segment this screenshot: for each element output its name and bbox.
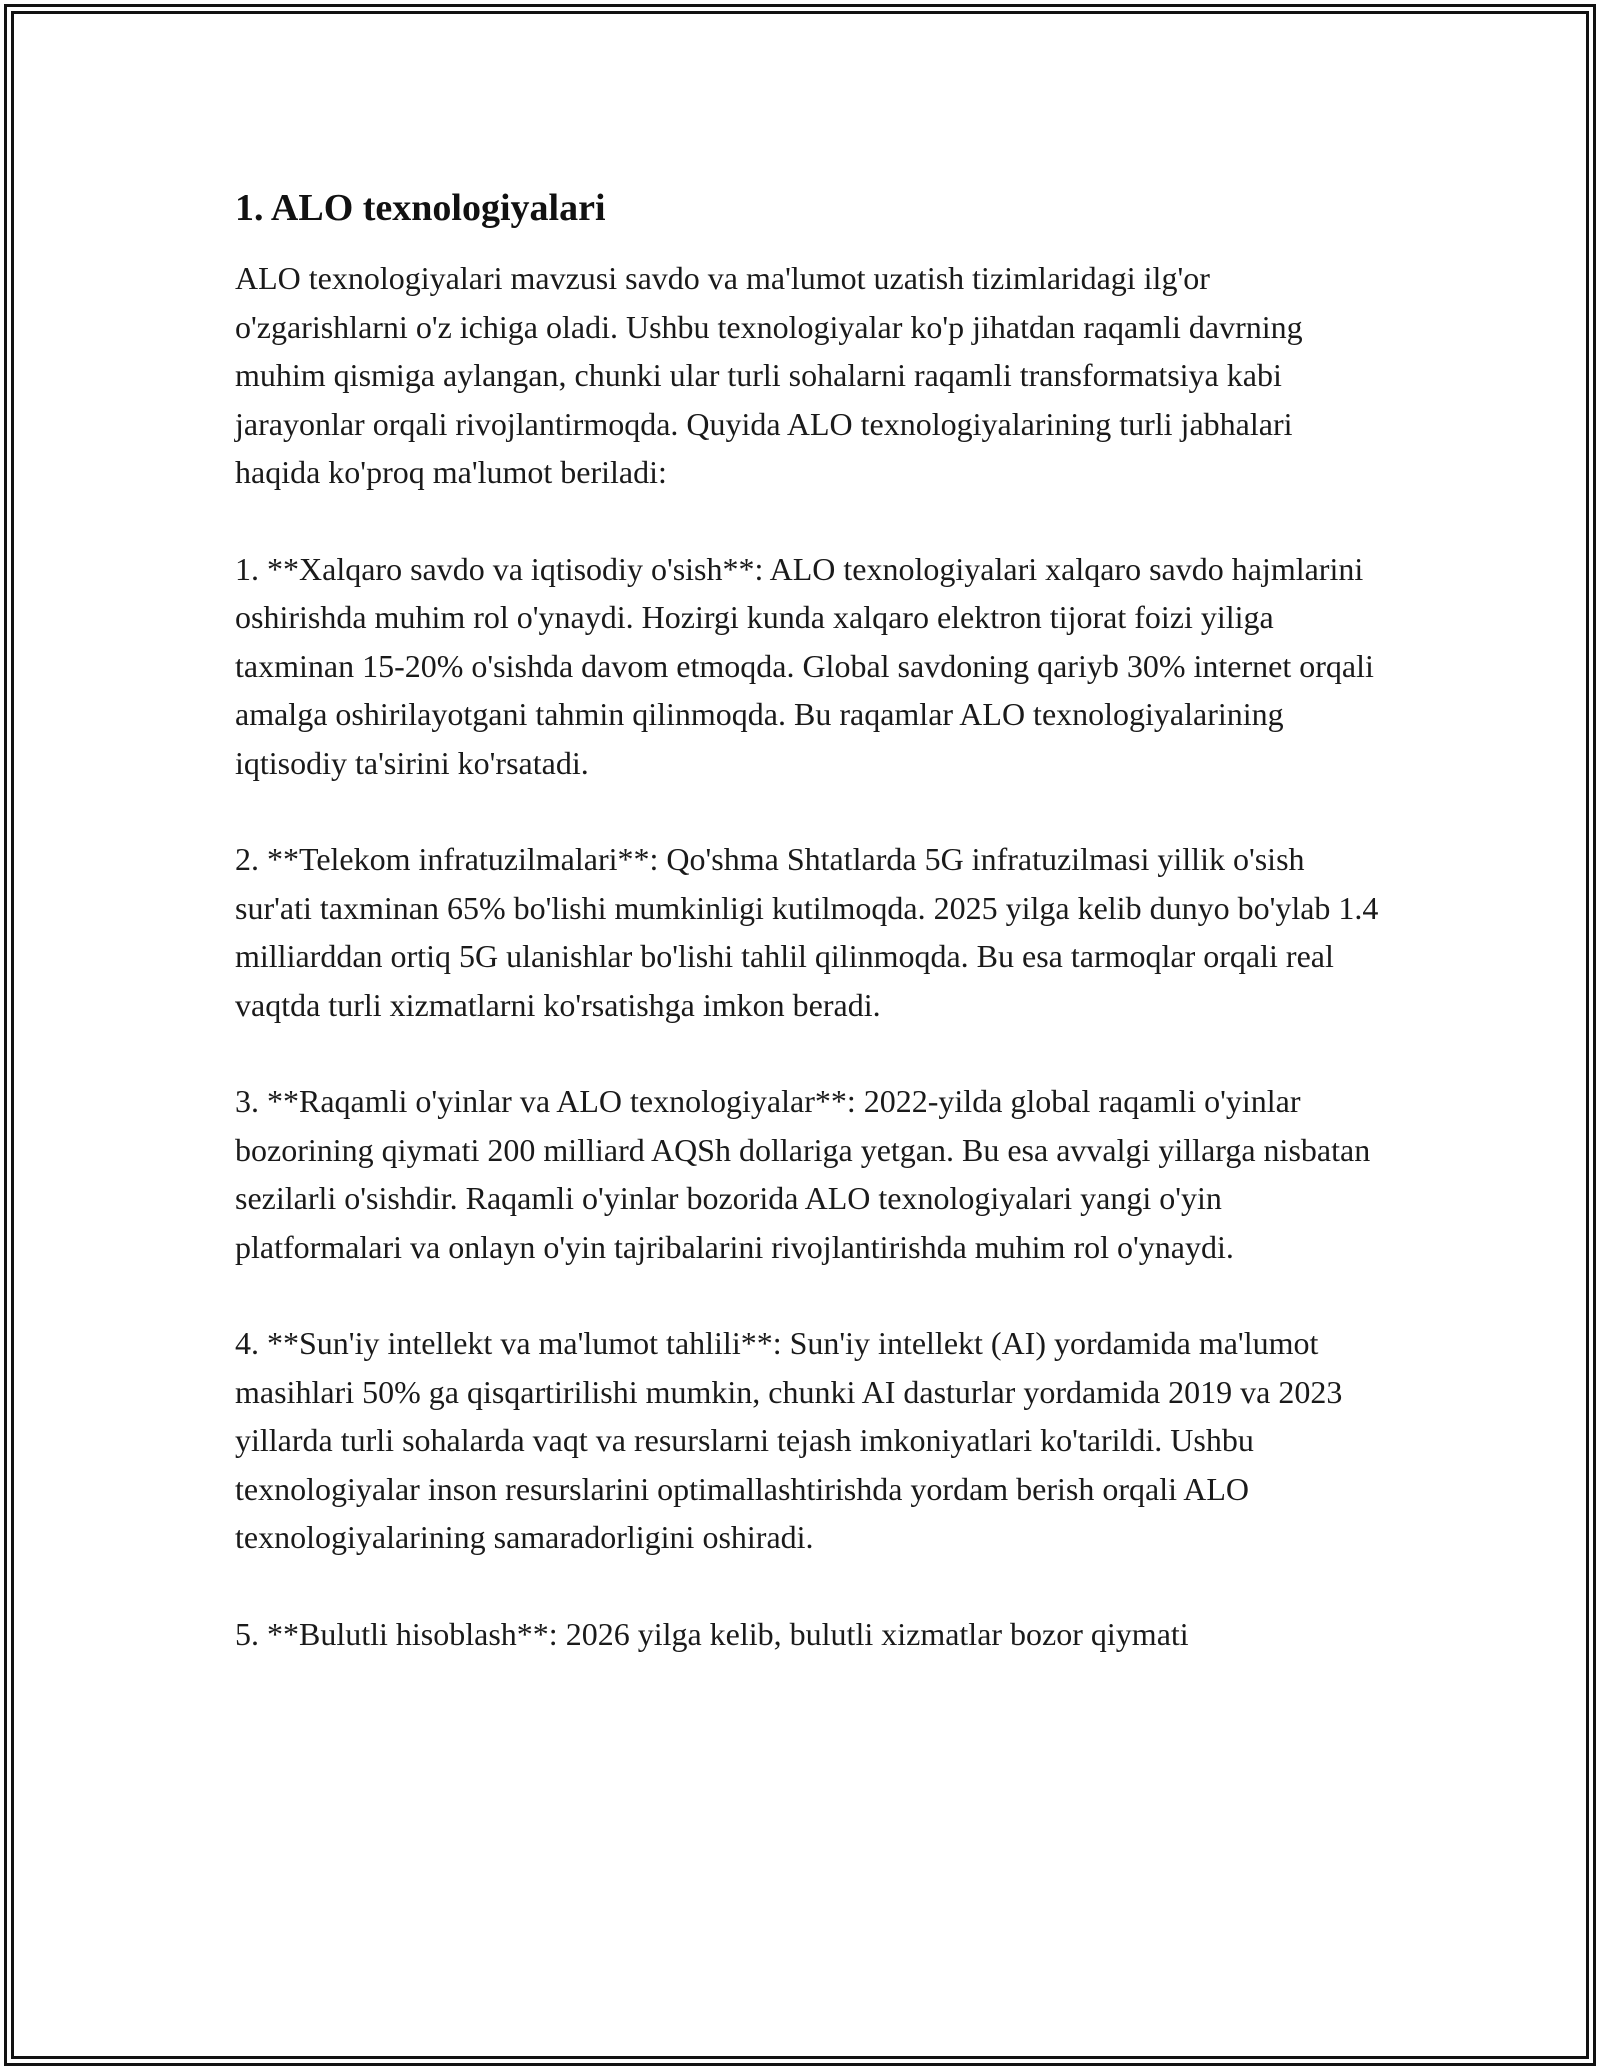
list-item-gaming: 3. **Raqamli o'yinlar va ALO texnologiyalar**: 2022-yilda global raqamli o'yinlar bozorining qiymati 200 milliard AQSh dollariga yetgan. Bu esa avvalgi yillarga nisbatan sezilarli o'sishdir. Raqamli o'yinlar bozorida ALO texnologiyalari yangi o'yin platformalari va onlayn o'yin tajribalarini rivojlantirishda muhim rol o'ynaydi. [235, 1083, 1371, 1265]
list-item-cloud: 5. **Bulutli hisoblash**: 2026 yilga kelib, bulutli xizmatlar bozor qiymati [235, 1615, 1189, 1652]
list-item-telecom: 2. **Telekom infratuzilmalari**: Qo'shma Shtatlarda 5G infratuzilmasi yillik o'sish sur'ati taxminan 65% bo'lishi mumkinligi kutilmoqda. 2025 yilga kelib dunyo bo'ylab 1.4 milliarddan ortiq 5G ulanishlar bo'lishi tahlil qilinmoqda. Bu esa tarmoqlar orqali real vaqtda turli xizmatlarni ko'rsatishga imkon beradi. [235, 841, 1379, 1023]
intro-paragraph: ALO texnologiyalari mavzusi savdo va ma'lumot uzatish tizimlaridagi ilg'or o'zgarishlarni o'z ichiga oladi. Ushbu texnologiyalar ko'p jihatdan raqamli davrning muhim qismiga aylangan, chunki ular turli sohalarni raqamli transformatsiya kabi jarayonlar orqali rivojlantirmoqda. Quyida ALO texnologiyalarining turli jabhalari haqida ko'proq ma'lumot beriladi: [235, 260, 1303, 490]
section-heading: 1. ALO texnologiyalari [235, 187, 606, 229]
list-item-ai: 4. **Sun'iy intellekt va ma'lumot tahlili**: Sun'iy intellekt (AI) yordamida ma'lumot masihlari 50% ga qisqartirilishi mumkin, chunki AI dasturlar yordamida 2019 va 2023 yillarda turli sohalarda vaqt va resurslarni tejash imkoniyatlari ko'tarildi. Ushbu texnologiyalar inson resurslarini optimallashtirishda yordam berish orqali ALO texnologiyalarining samaradorligini oshiradi. [235, 1325, 1343, 1555]
list-item-trade: 1. **Xalqaro savdo va iqtisodiy o'sish**: ALO texnologiyalari xalqaro savdo hajmlarini oshirishda muhim rol o'ynaydi. Hozirgi kunda xalqaro elektron tijorat foizi yiliga taxminan 15-20% o'sishda davom etmoqda. Global savdoning qariyb 30% internet orqali amalga oshirilayotgani tahmin qilinmoqda. Bu raqamlar ALO texnologiyalarining iqtisodiy ta'sirini ko'rsatadi. [235, 550, 1374, 781]
document-body [235, 182, 1385, 1706]
